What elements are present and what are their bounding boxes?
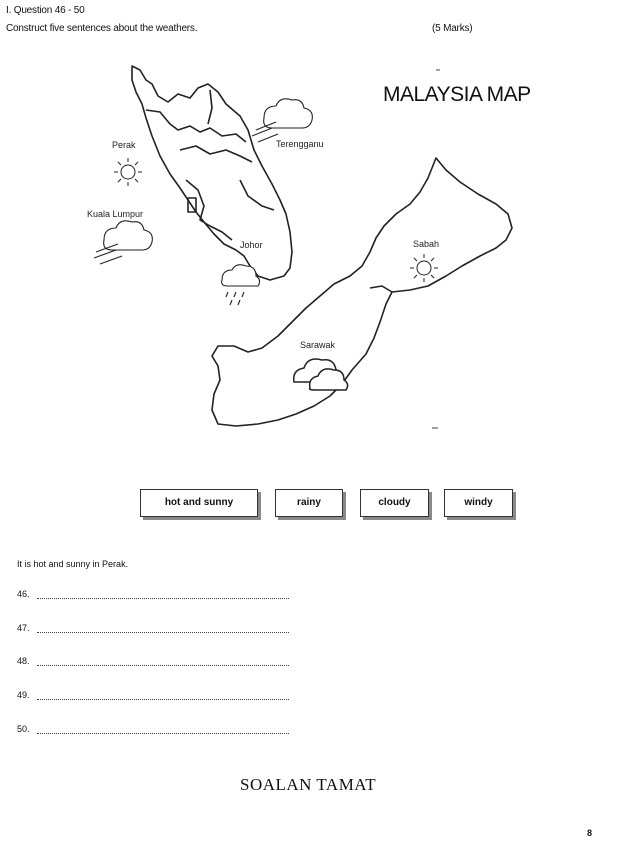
question-number: 48. [17,656,30,666]
word-rainy: rainy [275,489,343,517]
windy-cloud-icon [252,99,312,142]
question-number: 46. [17,589,30,599]
answer-line[interactable] [17,589,289,599]
peninsular-malaysia-outline [132,66,292,280]
answer-blank[interactable] [37,699,289,700]
question-label: I. Question 46 - 50 [6,5,85,16]
answer-line[interactable] [17,623,289,633]
question-number: 50. [17,724,30,734]
borneo-outline [212,158,512,426]
label-sarawak: Sarawak [300,340,336,350]
answer-blank[interactable] [37,733,289,734]
footer-title: SOALAN TAMAT [240,775,377,794]
answer-line[interactable] [17,690,289,700]
rain-cloud-icon [222,265,260,305]
map-title: MALAYSIA MAP [383,83,531,106]
marks-label: (5 Marks) [432,23,473,34]
page-number: 8 [587,828,593,838]
label-johor: Johor [240,240,263,250]
answer-line[interactable] [17,656,289,666]
question-number: 49. [17,690,30,700]
answer-blank[interactable] [37,598,289,599]
instruction-text: Construct five sentences about the weathers. [6,23,198,34]
label-kuala-lumpur: Kuala Lumpur [87,209,144,219]
sun-icon [410,254,438,282]
word-hot-and-sunny: hot and sunny [140,489,258,517]
label-sabah: Sabah [413,239,440,249]
answer-blank[interactable] [37,632,289,633]
cloud-icon [294,359,348,390]
example-sentence: It is hot and sunny in Perak. [17,559,129,569]
answer-line[interactable] [17,724,289,734]
question-number: 47. [17,623,30,633]
answer-blank[interactable] [37,665,289,666]
sun-icon [114,158,142,186]
label-perak: Perak [112,140,136,150]
windy-cloud-icon [94,221,152,264]
label-terengganu: Terengganu [276,139,324,149]
word-cloudy: cloudy [360,489,429,517]
word-windy: windy [444,489,513,517]
